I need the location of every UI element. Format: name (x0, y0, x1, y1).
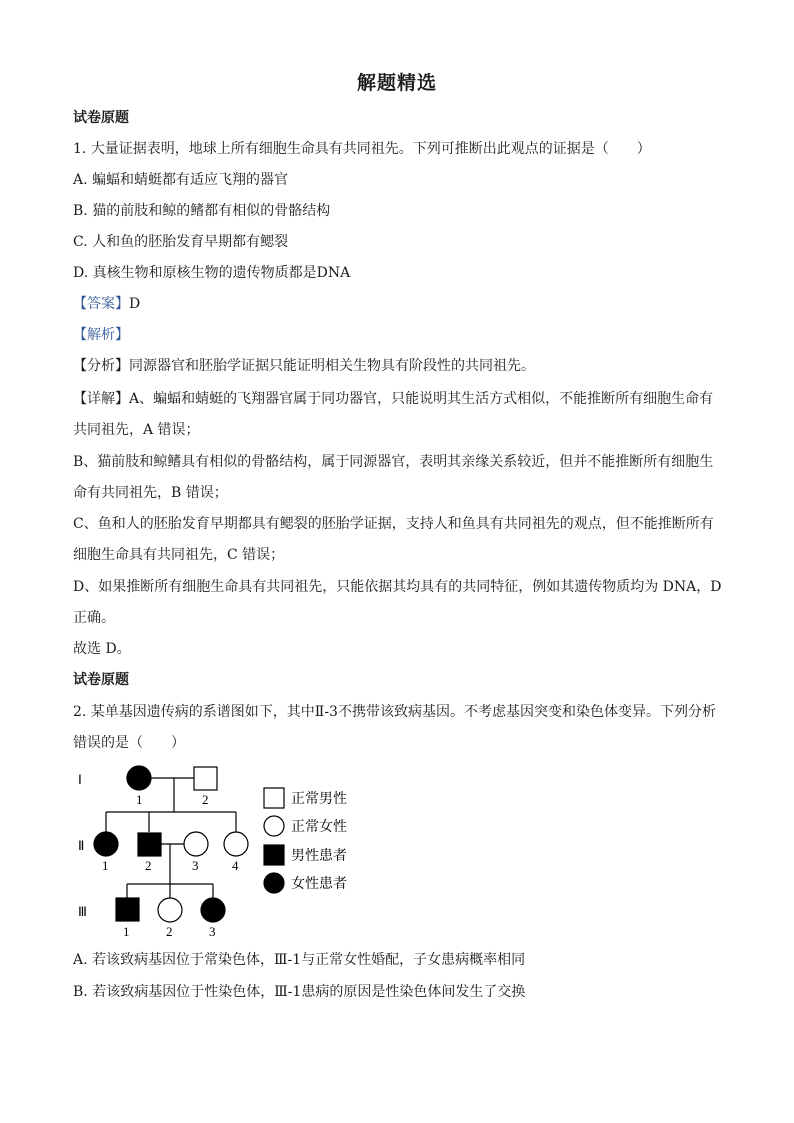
q1-fenxi (73, 356, 733, 376)
q1-answer (73, 294, 733, 314)
num-II-2: 2 (145, 858, 152, 873)
pedigree-I-2-normal-male (194, 767, 217, 790)
legend-affected-male-label: 男性患者 (291, 848, 347, 864)
page-title: 解题精选 (356, 72, 437, 94)
q1-detail-line-2: 共同祖先，A 错误； (73, 422, 200, 438)
q1-detail-line-3: B、猫前肢和鲸鳍具有相似的骨骼结构，属于同源器官，表明其亲缘关系较近，但并不能推断所有细胞生 (73, 454, 714, 470)
pedigree-II-2-affected-male (138, 833, 161, 856)
pedigree-III-1-affected-male (116, 898, 139, 921)
legend-normal-male-label: 正常男性 (291, 791, 347, 807)
legend-affected-male-symbol (264, 845, 284, 865)
pedigree-chart (70, 760, 370, 939)
q1-section-header: 试卷原题 (73, 110, 129, 126)
analysis-tag: 【解析】 (73, 327, 129, 343)
q1-stem: 1. 大量证据表明，地球上所有细胞生命具有共同祖先。下列可推断出此观点的证据是（ ） (73, 141, 651, 157)
q1-option-d: D. 真核生物和原核生物的遗传物质都是DNA (73, 265, 351, 281)
legend-affected-female-symbol (264, 873, 284, 893)
q2-option-a: A. 若该致病基因位于常染色体，Ⅲ-1与正常女性婚配，子女患病概率相同 (73, 952, 526, 968)
pedigree-III-2-normal-female (158, 898, 182, 922)
answer-value: D (129, 296, 141, 312)
q1-detail-line-7: D、如果推断所有细胞生命具有共同祖先，只能依据其均具有的共同特征，例如其遗传物质均为 DNA，D (73, 579, 722, 595)
q1-detail-line-5: C、鱼和人的胚胎发育早期都具有鳃裂的胚胎学证据，支持人和鱼具有共同祖先的观点，但不能推断所有 (73, 516, 714, 532)
num-III-2: 2 (166, 924, 173, 939)
q1-detail-line-6: 细胞生命具有共同祖先，C 错误； (73, 547, 285, 563)
legend-affected-female-label: 女性患者 (291, 876, 347, 892)
q1-detail-line-1 (73, 389, 733, 409)
fenxi-text: 同源器官和胚胎学证据只能证明相关生物具有阶段性的共同祖先。 (129, 358, 535, 374)
num-III-3: 3 (209, 924, 216, 939)
q1-option-c: C. 人和鱼的胚胎发育早期都有鳃裂 (73, 234, 289, 250)
fenxi-tag: 【分析】 (73, 358, 129, 374)
num-III-1: 1 (123, 924, 130, 939)
pedigree-II-3-normal-female (184, 832, 208, 856)
legend-normal-female-label: 正常女性 (291, 819, 347, 835)
q1-option-b: B. 猫的前肢和鲸的鳍都有相似的骨骼结构 (73, 203, 331, 219)
num-II-1: 1 (102, 858, 109, 873)
num-II-3: 3 (192, 858, 199, 873)
q1-detail-line-4: 命有共同祖先，B 错误； (73, 485, 228, 501)
q1-detail-line-9: 故选 D。 (73, 641, 131, 657)
pedigree-I-1-affected-female (127, 766, 151, 790)
pedigree-II-4-normal-female (224, 832, 248, 856)
pedigree-II-1-affected-female (94, 832, 118, 856)
gen-label-I: Ⅰ (78, 772, 82, 787)
xiangjie-tag: 【详解】 (73, 391, 129, 407)
detail-text: A、蝙蝠和蜻蜓的飞翔器官属于同功器官，只能说明其生活方式相似，不能推断所有细胞生命有 (129, 391, 714, 407)
legend-normal-male-symbol (264, 788, 284, 808)
legend-normal-female-symbol (264, 816, 284, 836)
gen-label-II: Ⅱ (78, 838, 85, 853)
pedigree-III-3-affected-female (201, 898, 225, 922)
q1-detail-line-8: 正确。 (73, 610, 115, 626)
num-I-1: 1 (136, 792, 143, 807)
answer-tag: 【答案】 (73, 296, 129, 312)
q2-stem-line-2: 错误的是（ ） (73, 735, 185, 751)
q2-section-header: 试卷原题 (73, 672, 129, 688)
num-I-2: 2 (202, 792, 209, 807)
q2-option-b: B. 若该致病基因位于性染色体，Ⅲ-1患病的原因是性染色体间发生了交换 (73, 984, 526, 1000)
q2-stem-line-1: 2. 某单基因遗传病的系谱图如下，其中Ⅱ-3不携带该致病基因。不考虑基因突变和染色体变异。下列分析 (73, 704, 716, 720)
gen-label-III: Ⅲ (78, 904, 87, 919)
q1-option-a: A. 蝙蝠和蜻蜓都有适应飞翔的器官 (73, 172, 289, 188)
num-II-4: 4 (232, 858, 239, 873)
